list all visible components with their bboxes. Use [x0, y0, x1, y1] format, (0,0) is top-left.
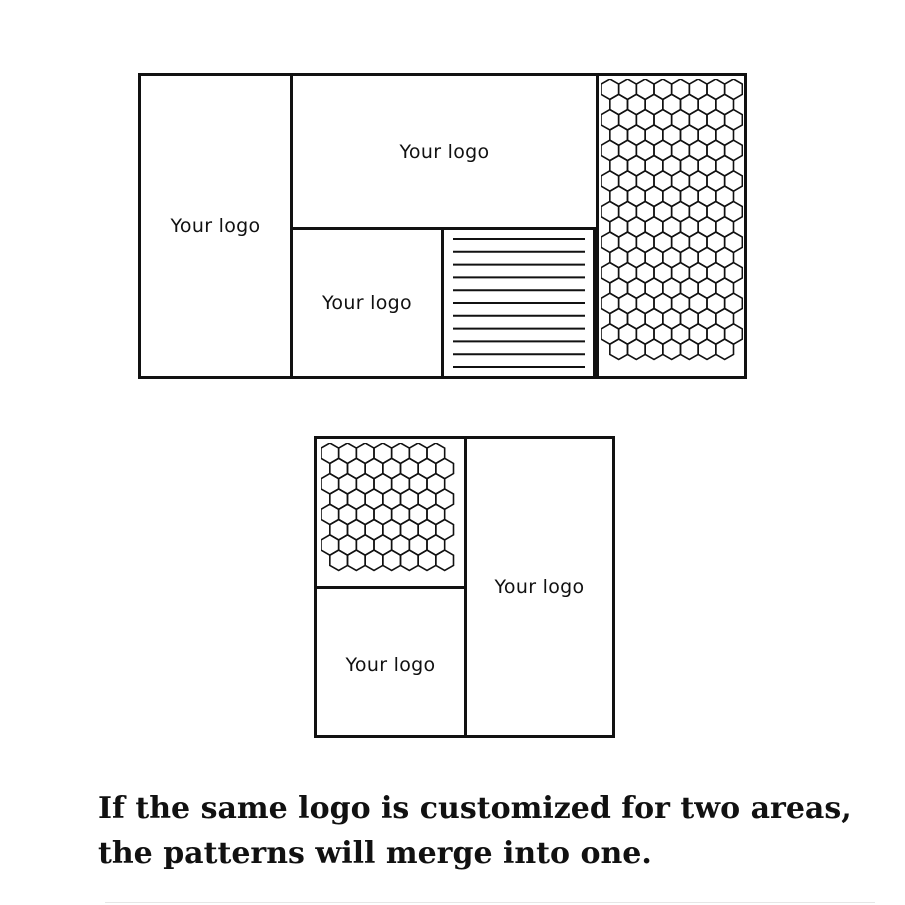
logo-placeholder-text: Your logo [494, 576, 585, 598]
hexagon-cell [365, 550, 383, 570]
hexagon-cell [329, 550, 347, 570]
hexagon-cell [400, 550, 418, 570]
hexagon-cell [382, 550, 400, 570]
top-middle-logo-area [293, 76, 596, 230]
hexagon-cell [698, 339, 716, 359]
horizontal-lines-pattern [449, 233, 589, 373]
horizontal-lines-pattern-area [444, 230, 596, 376]
hexagon-cell [645, 339, 663, 359]
bottom-board [314, 436, 615, 738]
bottom-left-logo-area [317, 589, 467, 735]
bottom-middle-logo-area [293, 230, 444, 376]
caption [98, 786, 888, 876]
hexagon-cell [609, 339, 627, 359]
hexagon-cell [627, 339, 645, 359]
top-left-logo-area [141, 76, 293, 376]
hexagon-cell [435, 550, 453, 570]
hexagon-cell [662, 339, 680, 359]
bottom-right-logo-area [467, 439, 612, 735]
top-right-hexagon-area [596, 76, 744, 376]
divider [105, 902, 875, 903]
hexagon-pattern [601, 79, 743, 373]
hexagon-cell [715, 339, 733, 359]
hexagon-pattern [321, 443, 461, 583]
hexagon-cell [347, 550, 365, 570]
logo-placeholder-text: Your logo [322, 292, 412, 314]
hexagon-cell [418, 550, 436, 570]
logo-placeholder-text: Your logo [170, 215, 261, 237]
logo-placeholder-text: Your logo [345, 654, 436, 676]
caption-line-1: If the same logo is customized for two areas, [98, 791, 852, 826]
logo-placeholder-text: Your logo [399, 140, 490, 163]
top-board [138, 73, 747, 379]
bottom-left-hexagon-area [317, 439, 467, 589]
caption-line-2: the patterns will merge into one. [98, 836, 652, 871]
hexagon-cell [680, 339, 698, 359]
